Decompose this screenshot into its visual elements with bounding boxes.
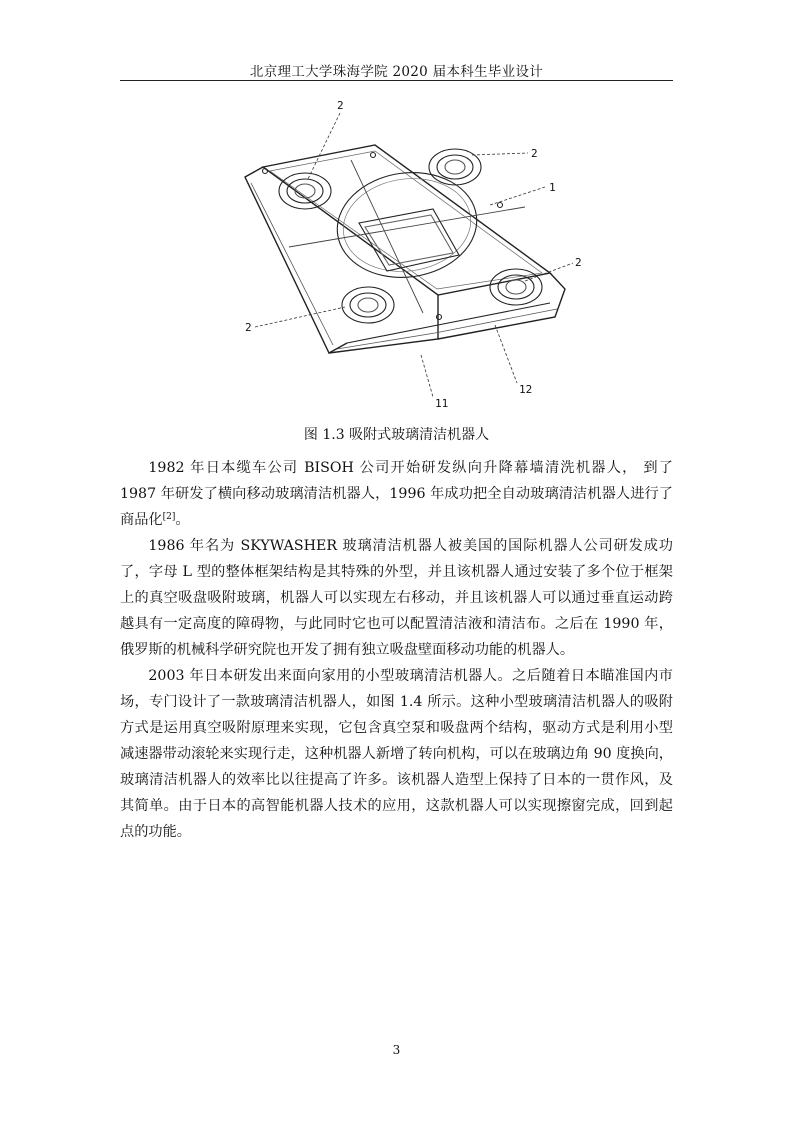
- paragraph-3: 2003 年日本研发出来面向家用的小型玻璃清洁机器人。之后随着日本瞄准国内市场，专门设计了一款玻璃清洁机器人，如图 1.4 所示。这种小型玻璃清洁机器人的吸附方式是运用真空吸附原理来实现，它包含真空泵和吸盘两个结构，驱动方式是利用小型减速器带动滚轮来实现行走，这种机器人新增了转向机构，可以在玻璃边角 90 度换向，玻璃清洁机器人的效率比以往提高了许多。该机器人造型上保持了日本的一贯作风，及其简单。由于日本的高智能机器人技术的应用，这款机器人可以实现擦窗完成，回到起点的功能。: [120, 668, 673, 840]
- paragraph-1-tail: 。: [175, 512, 190, 528]
- figure-caption: 图 1.3 吸附式玻璃清洁机器人: [303, 427, 490, 443]
- label-right-upper: 2: [531, 147, 538, 160]
- robot-figure: [225, 95, 585, 415]
- suction-pad-bottom-right: [490, 269, 542, 305]
- suction-pad-bottom-left: [342, 287, 394, 323]
- paragraph-2: 1986 年名为 SKYWASHER 玻璃清洁机器人被美国的国际机器人公司研发成功了，字母 L 型的整体框架结构是其特殊的外型，并且该机器人通过安装了多个位于框架上的真空吸盘吸附玻璃，机器人可以实现左右移动，并且该机器人可以通过垂直运动跨越具有一定高度的障碍物，与此同时它也可以配置清洁液和清洁布。之后在 1990 年，俄罗斯的机械科学研究院也开发了拥有独立吸盘壁面移动功能的机器人。: [120, 538, 673, 658]
- label-right-body: 1: [549, 181, 556, 194]
- suction-pad-top-left: [279, 173, 331, 209]
- body-text: [120, 455, 673, 845]
- robot-drawing: [225, 95, 585, 415]
- label-bottom-b: 12: [519, 383, 533, 396]
- page-header: 北京理工大学珠海学院 2020 届本科生毕业设计: [249, 64, 544, 80]
- paragraph-1-text: 1982 年日本缆车公司 BISOH 公司开始研发纵向升降幕墙清洗机器人， 到了 1987 年研发了横向移动玻璃清洁机器人，1996 年成功把全自动玻璃清洁机器人进行了商品化: [120, 460, 673, 528]
- label-bottom-a: 11: [435, 397, 449, 410]
- paragraph-1: [120, 455, 673, 533]
- label-left-lower: 2: [245, 321, 252, 334]
- header-rule: [120, 80, 673, 81]
- label-right-lower: 2: [575, 256, 582, 269]
- citation-ref: [2]: [162, 512, 176, 522]
- suction-pad-top-right: [429, 149, 481, 185]
- page-number: 3: [392, 1043, 401, 1057]
- label-top-left: 2: [337, 99, 344, 112]
